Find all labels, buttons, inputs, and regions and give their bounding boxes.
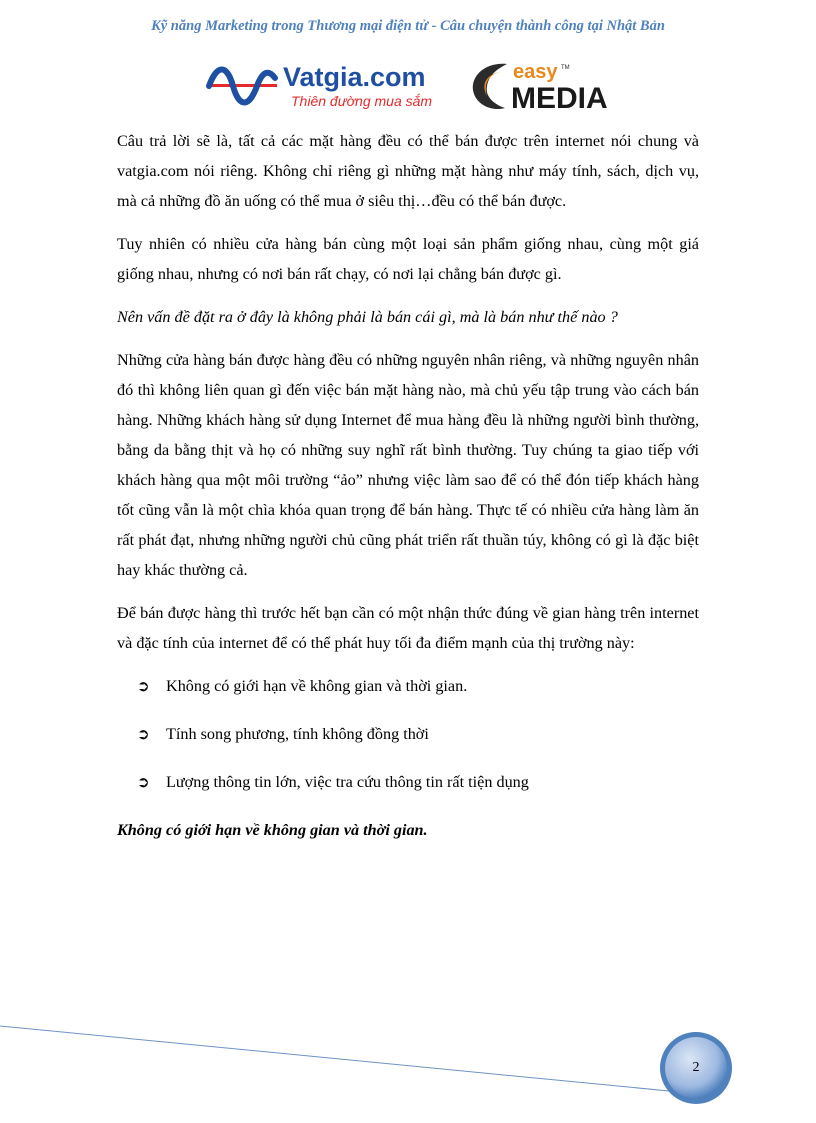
easy-text: easy xyxy=(513,61,558,83)
logo-banner xyxy=(205,58,625,114)
paragraph-2: Tuy nhiên có nhiều cửa hàng bán cùng một loại sản phẩm giống nhau, cùng một giá giống nhau, nhưng có nơi bán rất chạy, có nơi lại chẳng bán được gì. xyxy=(117,235,699,283)
page-number: 2 xyxy=(692,1060,700,1075)
media-text: MEDIA xyxy=(511,82,608,114)
header-title: Kỹ năng Marketing trong Thương mại điện tử - Câu chuyện thành công tại Nhật Bản xyxy=(151,18,665,34)
paragraph-1: Câu trả lời sẽ là, tất cả các mặt hàng đều có thể bán được trên internet nói chung và vatgia.com nói riêng. Không chỉ riêng gì những mặt hàng như máy tính, sách, dịch vụ, mà cả những đồ ăn uống có thể mua ở siêu thị…đều có thể bán được. xyxy=(117,132,699,210)
arrow-bullet-icon: ➲ xyxy=(137,677,150,695)
paragraph-question: Nên vấn đề đặt ra ở đây là không phải là bán cái gì, mà là bán như thế nào ? xyxy=(117,308,618,326)
list-item xyxy=(117,767,699,797)
section-heading: Không có giới hạn về không gian và thời gian. xyxy=(117,821,428,839)
page-number-badge xyxy=(658,1030,734,1106)
list-item-text: Tính song phương, tính không đồng thời xyxy=(166,725,429,743)
arrow-bullet-icon: ➲ xyxy=(137,725,150,743)
vatgia-name: Vatgia.com xyxy=(283,62,426,92)
vatgia-tagline: Thiên đường mua sắm xyxy=(291,93,433,109)
list-item-text: Lượng thông tin lớn, việc tra cứu thông tin rất tiện dụng xyxy=(166,773,529,791)
easy-tm: TM xyxy=(561,65,570,71)
paragraph-5: Để bán được hàng thì trước hết bạn cần có một nhận thức đúng về gian hàng trên internet và đặc tính của internet để có thể phát huy tối đa điểm mạnh của thị trường này: xyxy=(117,604,699,652)
list-item-text: Không có giới hạn về không gian và thời gian. xyxy=(166,677,468,695)
paragraph-4: Những cửa hàng bán được hàng đều có những nguyên nhân riêng, và những nguyên nhân đó thì không liên quan gì đến việc bán mặt hàng nào, mà chủ yếu tập trung vào cách bán hàng. Những khách hàng sử dụng Internet để mua hàng đều là những người bình thường, bằng da bằng thịt và họ có những suy nghĩ rất bình thường. Tuy chúng ta giao tiếp với khách hàng qua một môi trường “ảo” nhưng việc làm sao để có thể đón tiếp khách hàng tốt cũng vẫn là một chìa khóa quan trọng để bán hàng. Thực tế có nhiều cửa hàng làm ăn rất phát đạt, nhưng những người chủ cũng phát triển rất thuần túy, không có gì là đặc biệt hay khác thường cả. xyxy=(117,351,699,579)
list-item xyxy=(117,671,699,701)
easy-media-logo xyxy=(467,58,627,114)
easy-media-swoosh-icon xyxy=(473,64,507,109)
list-item xyxy=(117,719,699,749)
document-body xyxy=(117,126,699,858)
vatgia-logo xyxy=(205,58,455,114)
arrow-bullet-icon: ➲ xyxy=(137,773,150,791)
vatgia-red-line xyxy=(207,84,277,87)
bullet-list xyxy=(117,671,699,797)
